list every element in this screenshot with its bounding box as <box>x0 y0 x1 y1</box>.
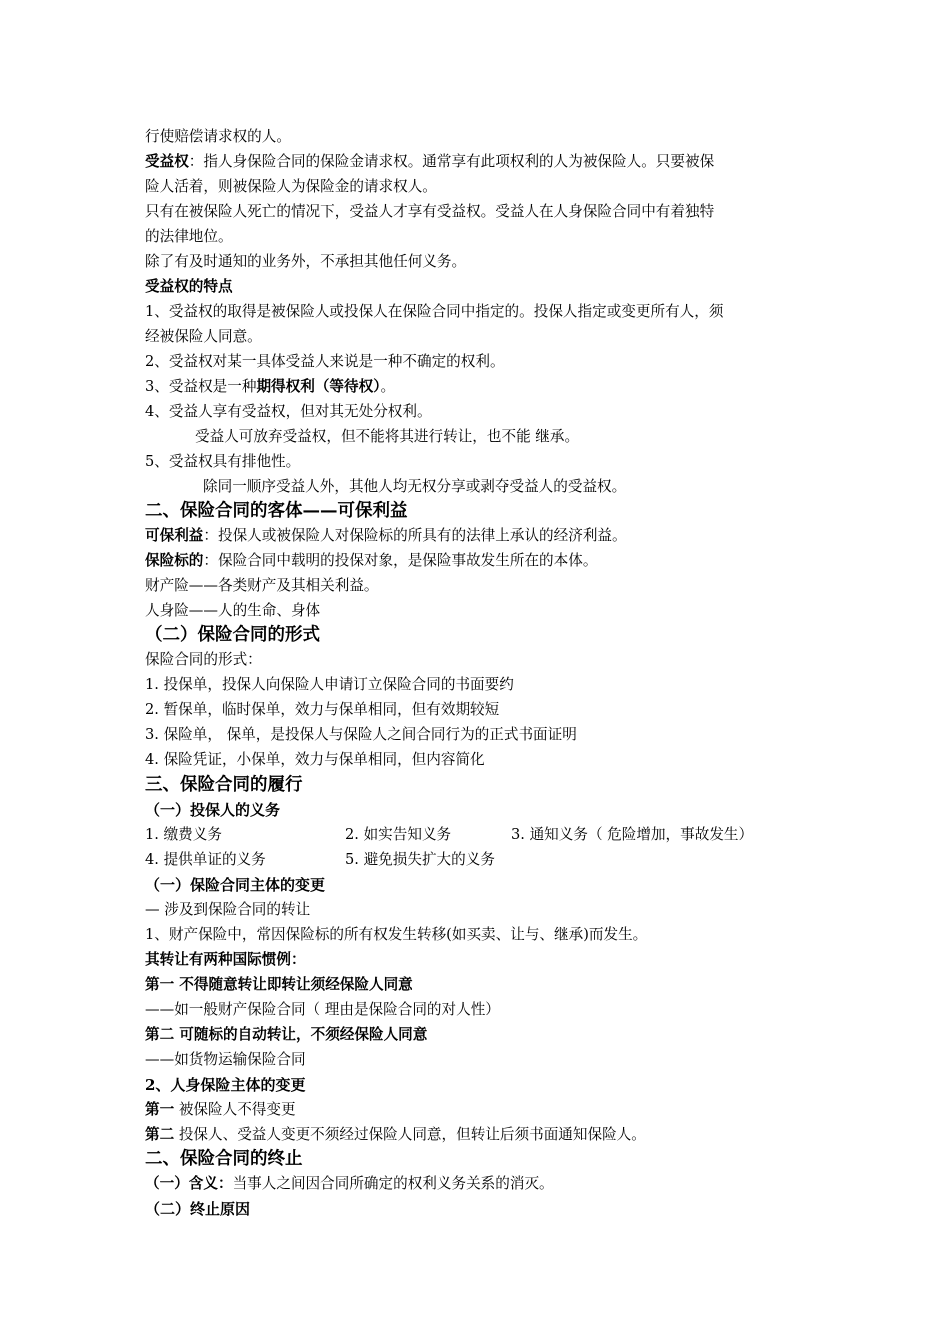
indented-line: 受益人可放弃受益权，但不能将其进行转让，也不能 继承。 <box>195 428 580 445</box>
duty-item: 4. 提供单证的义务 <box>145 851 266 868</box>
section-label: 受益权的特点 <box>145 278 233 295</box>
text-line <box>145 1125 646 1145</box>
text-line: 人身险——人的生命、身体 <box>145 602 321 619</box>
list-item: 4. 保险凭证，小保单，效力与保单相同，但内容简化 <box>145 751 485 768</box>
text-line <box>145 1174 554 1194</box>
section-heading: 二、保险合同的客体——可保利益 <box>145 501 408 521</box>
text-line: 经被保险人同意。 <box>145 328 262 345</box>
list-item: 1. 投保单，投保人向保险人申请订立保险合同的书面要约 <box>145 676 514 693</box>
term-bold: 期得权利（等待权） <box>256 378 381 395</box>
term-bold: （一）含义： <box>145 1175 233 1192</box>
text-line: 行使赔偿请求权的人。 <box>145 128 291 145</box>
term-bold: 第一 <box>145 1101 175 1118</box>
text-line <box>145 1100 296 1120</box>
text-span: 被保险人不得变更 <box>174 1101 296 1118</box>
text-line <box>145 526 627 546</box>
list-item: 3. 保险单， 保单，是投保人与保险人之间合同行为的正式书面证明 <box>145 726 577 743</box>
list-item: 1、受益权的取得是被保险人或投保人在保险合同中指定的。投保人指定或变更所有人，须 <box>145 303 724 320</box>
list-item: 2. 暂保单，临时保单，效力与保单相同，但有效期较短 <box>145 701 500 718</box>
indented-line: 除同一顺序受益人外，其他人均无权分享或剥夺受益人的受益权。 <box>203 478 627 495</box>
term-bold: 可保利益 <box>145 527 204 544</box>
text-line: 财产险——各类财产及其相关利益。 <box>145 577 379 594</box>
term-bold: 受益权 <box>145 153 189 170</box>
text-line: 险人活着，则被保险人为保险金的请求权人。 <box>145 178 437 195</box>
text-line: — 涉及到保险合同的转让 <box>145 901 311 918</box>
text-line: ——如一般财产保险合同（ 理由是保险合同的对人性） <box>145 1001 500 1018</box>
duty-item: 1. 缴费义务 <box>145 826 222 843</box>
text-span: 投保人、受益人变更不须经过保险人同意，但转让后须书面通知保险人。 <box>174 1126 646 1143</box>
list-item: 2、受益权对某一具体受益人来说是一种不确定的权利。 <box>145 353 505 370</box>
subsection-heading: （一）保险合同主体的变更 <box>145 876 326 894</box>
section-heading: 三、保险合同的履行 <box>145 775 303 795</box>
subsection-heading: （一）投保人的义务 <box>145 801 281 819</box>
text-line <box>145 152 714 172</box>
text-line <box>145 551 597 571</box>
text-span: 。 <box>380 378 396 395</box>
list-item: 4、受益人享有受益权，但对其无处分权利。 <box>145 403 432 420</box>
text-line: 除了有及时通知的业务外，不承担其他任何义务。 <box>145 253 467 270</box>
list-item: 1、财产保险中，常因保险标的所有权发生转移(如买卖、让与、继承)而发生。 <box>145 926 648 943</box>
list-item <box>145 377 395 397</box>
section-label: 其转让有两种国际惯例： <box>145 951 306 968</box>
section-heading: 二、保险合同的终止 <box>145 1149 303 1169</box>
section-heading: （二）保险合同的形式 <box>145 625 320 645</box>
text-line: 只有在被保险人死亡的情况下，受益人才享有受益权。受益人在人身保险合同中有着独特 <box>145 203 715 220</box>
section-label: 第二 可随标的自动转让，不须经保险人同意 <box>145 1026 428 1043</box>
definition-text: ：指人身保险合同的保险金请求权。通常享有此项权利的人为被保险人。只要被保 <box>188 153 715 170</box>
text-line: 保险合同的形式： <box>145 651 262 668</box>
text-span: 3、受益权是一种 <box>145 378 257 395</box>
definition-text: 当事人之间因合同所确定的权利义务关系的消灭。 <box>232 1175 554 1192</box>
term-bold: 保险标的 <box>145 552 204 569</box>
term-bold: 第二 <box>145 1126 175 1143</box>
duty-item: 2. 如实告知义务 <box>345 826 452 843</box>
section-label: 第一 不得随意转让即转让须经保险人同意 <box>145 976 413 993</box>
subsection-heading: 2、人身保险主体的变更 <box>145 1076 306 1094</box>
text-line: ——如货物运输保险合同 <box>145 1051 306 1068</box>
definition-text: ：投保人或被保险人对保险标的所具有的法律上承认的经济利益。 <box>203 527 627 544</box>
subsection-heading: （二）终止原因 <box>145 1200 251 1218</box>
list-item: 5、受益权具有排他性。 <box>145 453 301 470</box>
duty-item: 3. 通知义务（ 危险增加，事故发生） <box>511 826 754 843</box>
definition-text: ：保险合同中载明的投保对象，是保险事故发生所在的本体。 <box>203 552 598 569</box>
duty-item: 5. 避免损失扩大的义务 <box>345 851 495 868</box>
text-line: 的法律地位。 <box>145 228 233 245</box>
